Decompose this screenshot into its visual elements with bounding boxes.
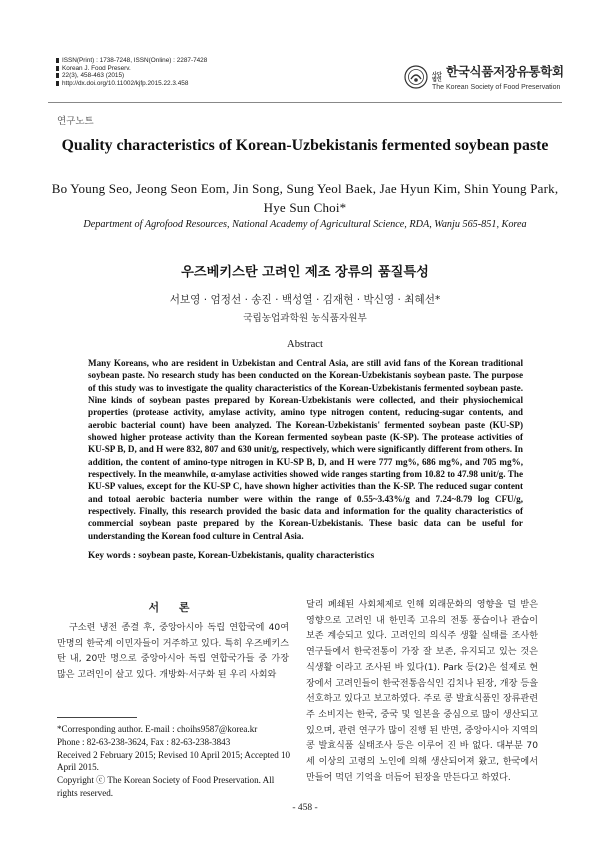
keywords-label: Key words : (88, 551, 137, 561)
footnote-divider (57, 717, 137, 718)
society-logo (404, 62, 564, 91)
journal-name: Korean J. Food Preserv. (62, 64, 131, 72)
footnote-corresponding: *Corresponding author. E-mail : choihs9587@korea.kr (57, 724, 258, 734)
header-divider (48, 102, 562, 103)
footnote-received: Received 2 February 2015; Revised 10 April 2015; Accepted 10 April 2015. (57, 749, 291, 773)
intro-paragraph-left: 구소련 냉전 종결 후, 중앙아시아 독립 연합국에 40여 만명의 한국계 이민자들이 거주하고 있다. 특히 우즈베키스탄 내, 20만 명으로 중앙아시아 독립 연합국가들 중 가장 많은 고려인이 살고 있다. 개방화·서구화 된 우리 사회와 (57, 623, 289, 681)
society-name-ko: 한국식품저장유통학회 (446, 64, 564, 79)
section-heading-intro: 서 론 (148, 601, 198, 614)
paper-authors: Bo Young Seo, Jeong Seon Eom, Jin Song, Sung Yeol Baek, Jae Hyun Kim, Shin Young Park, Hye Sun Choi* (51, 181, 559, 215)
society-name-en: The Korean Society of Food Preservation (432, 84, 561, 91)
keywords (88, 551, 374, 561)
paper-affiliation-ko: 국립농업과학원 농식품자원부 (243, 313, 367, 324)
paper-title: Quality characteristics of Korean-Uzbekistanis fermented soybean paste (61, 137, 549, 154)
society-prefix: 사단 법인 (432, 72, 442, 83)
footnote-phone: Phone : 82-63-238-3624, Fax : 82-63-238-3843 (57, 736, 231, 747)
journal-info (56, 57, 207, 87)
paper-authors-ko: 서보영 · 엄정선 · 송진 · 백성열 · 김재현 · 박신영 · 최혜선* (169, 294, 441, 306)
footnote-copyright: Copyright ⓒ The Korean Society of Food Preservation. All rights reserved. (57, 775, 275, 798)
abstract-text: Many Koreans, who are resident in Uzbekistan and Central Asia, are still avid fans of the Korean traditional soybean paste. No research study has been conducted on the Korean-Uzbekistanis soybean paste. The purpose of this study was to investigate the quality characteristics of the Korean-Uzbekistanis fermented soybean paste. Nine kinds of soybean pastes prepared by Korean-Uzbekistanis were collected, and their physiochemical properties (protease activity, amylase activity, amino type nitrogen content, reducing-sugar contents, and aerobic bacterial count) have been analyzed. The Korean-Uzbekistanis' fermented soybean paste (KU-SP) showed higher protease activity than the Korean fermented soybean paste (K-SP). The protease activities of KU-SP B, D, and H were 832, 807 and 630 unit/g, respectively, which were significantly different from others. In addition, the content of amino-type nitrogen in KU-SP B, D, and H were 777 mg%, 686 mg%, and 705 mg%, respectively. In the meanwhile, α-amylase activities showed wide ranges starting from 10.82 to 47.98 unit/g. The KU-SP values, except for the KU-SP C, have shown higher activities than the K-SP. The reduced sugar content and totoal aerobic bacteria number were within the range of 0.55~3.43%/g and 7.24~8.79 log CFU/g, respectively. Finally, this research provided the basic data and information for the quality characteristics of commercial soybean paste prepared by the Korean-Uzbekistanis. These basic data can be useful for understanding the Korean food culture in Central Asia. (88, 358, 523, 541)
journal-volume: 22(3), 458-463 (2015) (62, 72, 125, 80)
keywords-list: soybean paste, Korean-Uzbekistanis, quality characteristics (138, 551, 375, 561)
intro-paragraph-right: 달리 폐쇄된 사회체제로 인해 외래문화의 영향을 덜 받은 영향으로 고려인 내 한민족 고유의 전통 풍습이나 관습이 보존 계승되고 있다. 고려인의 의식주 생활 실태를 조사한 연구들에서 한국전통이 가장 잘 보존, 유지되고 있는 것은 식생활 이라고 조사된 바 있다(1). Park 등(2)은 설제로 현장에서 고려인들이 한국전통음식인 김치나 된장, 개장 등을 선호하고 있다고 보고하였다. 주로 콩 발효식품인 장류관련 주 소비지는 한국, 중국 및 일본을 중심으로 많이 생산되고 있으며, 관련 연구가 많이 진행 된 반면, 중앙아시아 지역의 콩 발효식품 실태조사 등은 이루어 진 바 없다. 대부분 70세 이상의 고령의 노인에 의해 생산되어져 왔고, 한국에서 만들어 먹던 기억을 더듬어 된장을 만든다고 하였다. (306, 600, 538, 783)
journal-issn: ISSN(Print) : 1738-7248, ISSN(Online) : 2287-7428 (62, 57, 208, 64)
paper-title-ko: 우즈베키스탄 고려인 제조 장류의 품질특성 (181, 265, 429, 280)
article-category: 연구노트 (57, 116, 94, 127)
page-number: - 458 - (292, 803, 318, 813)
paper-affiliation: Department of Agrofood Resources, National Academy of Agricultural Science, RDA, Wanju 565-851, Korea (83, 219, 527, 230)
journal-doi[interactable]: http://dx.doi.org/10.11002/kjfp.2015.22.3.458 (62, 79, 189, 87)
society-emblem-icon (404, 65, 428, 89)
abstract-heading: Abstract (287, 339, 323, 350)
footnotes (57, 723, 292, 800)
